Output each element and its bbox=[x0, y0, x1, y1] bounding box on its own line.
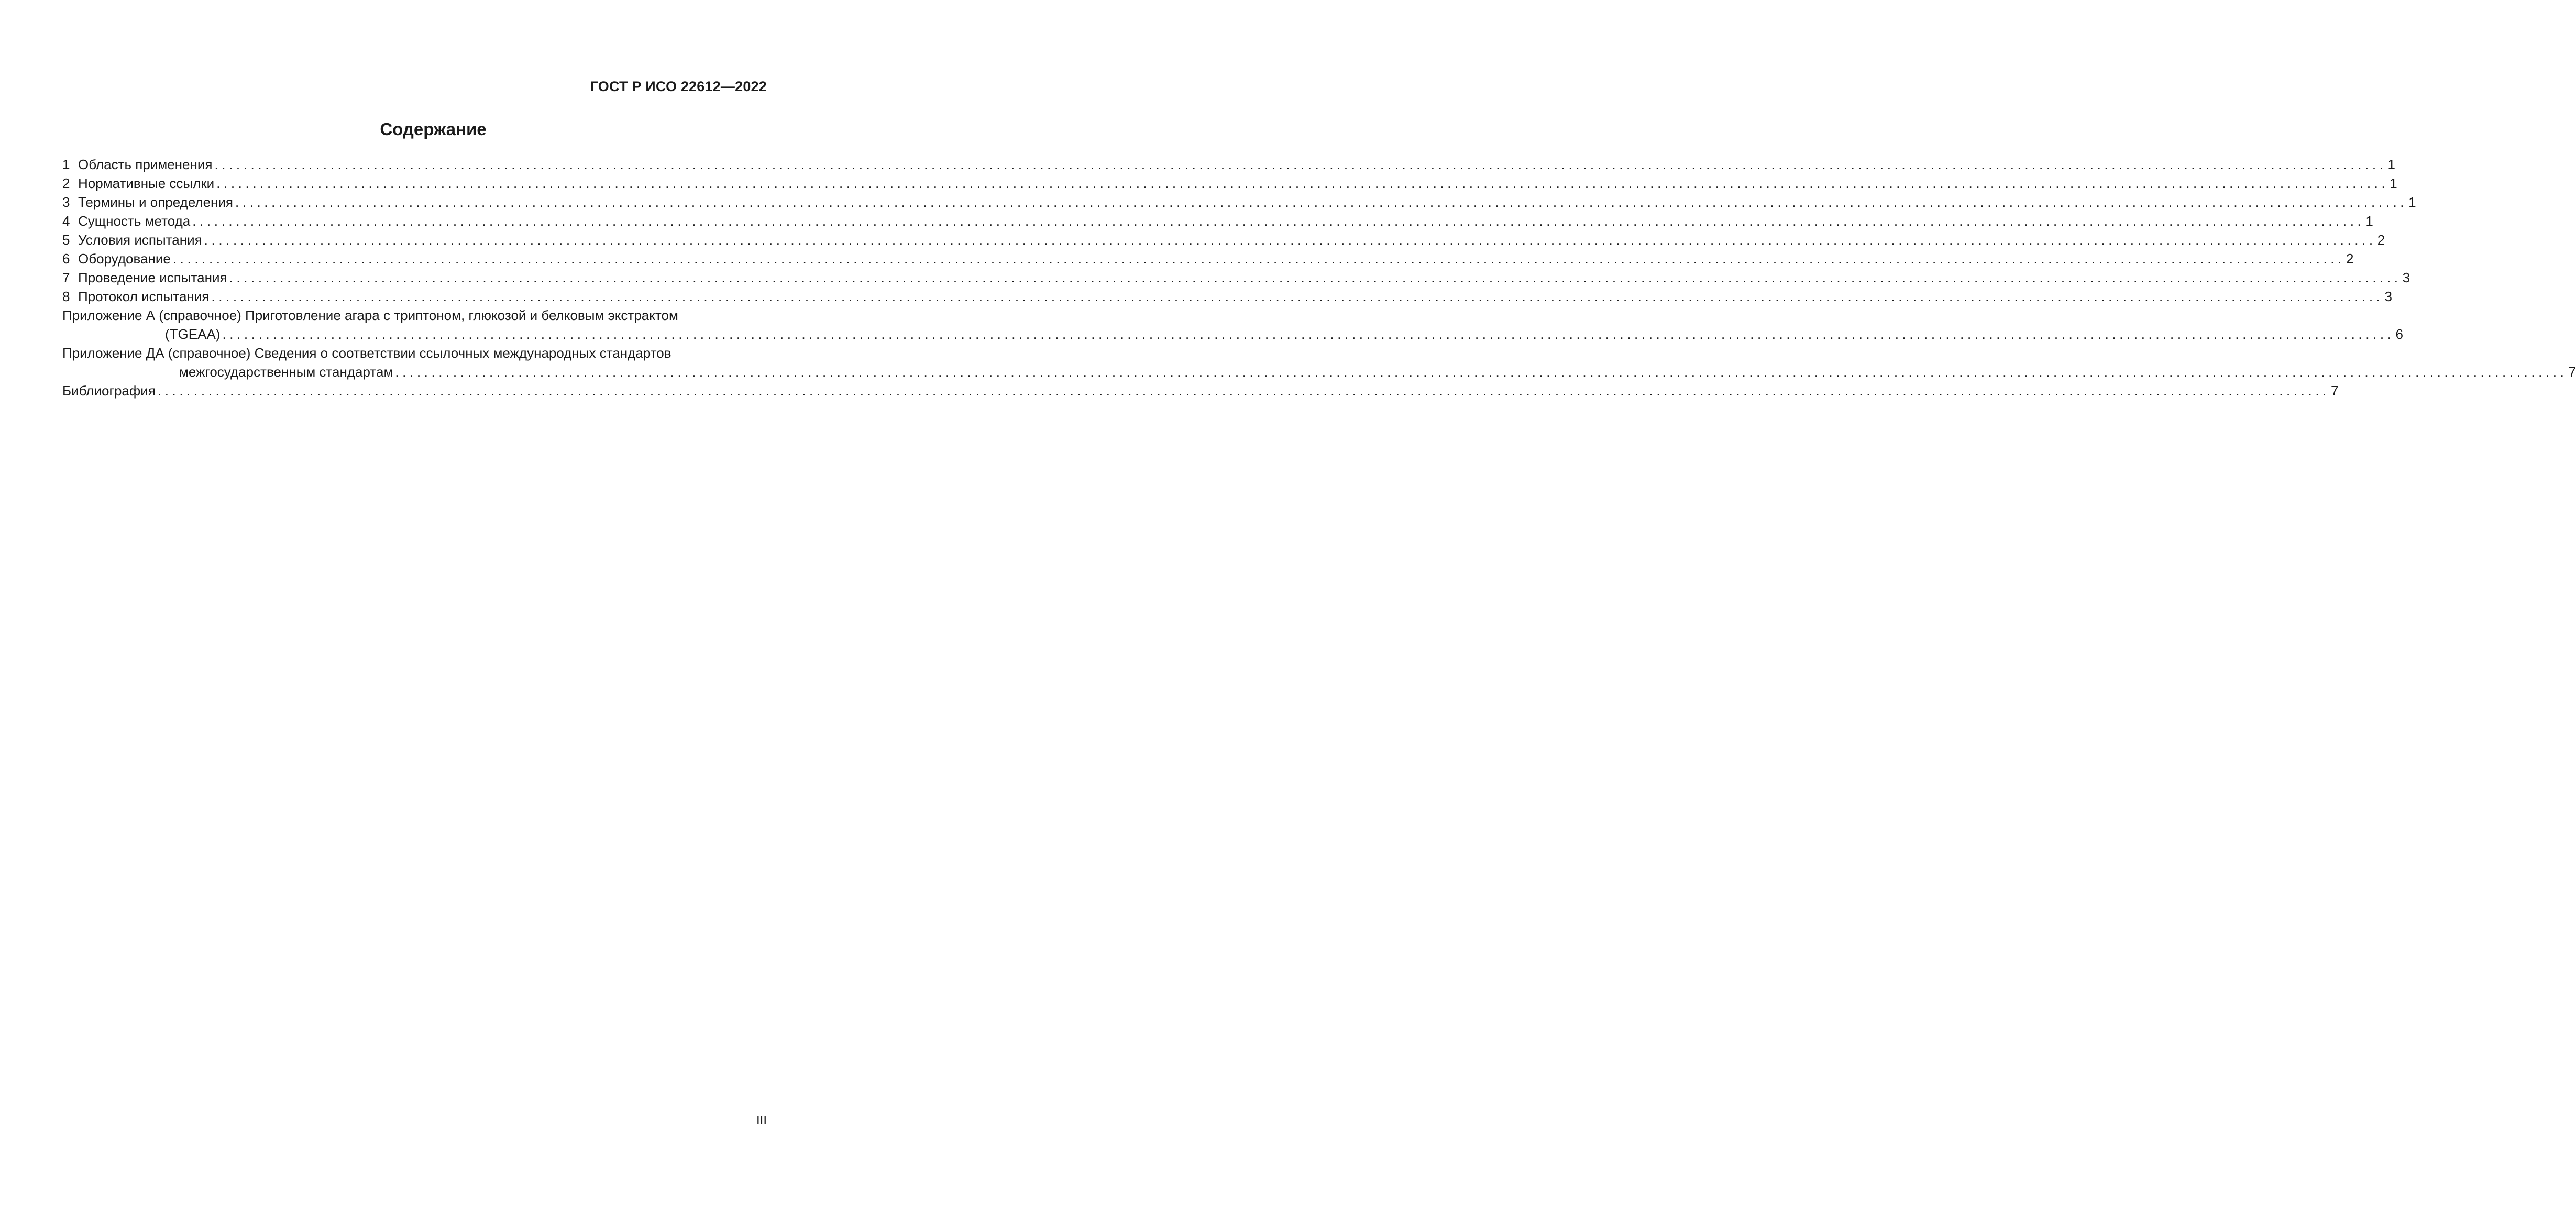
toc-annex-da-page: 7 bbox=[2568, 364, 2576, 380]
toc-item-page: 1 bbox=[2390, 175, 2397, 191]
toc-annex-da-label-cont: межгосударственным стандартам bbox=[179, 364, 393, 380]
dot-leader: ............................................................................................................................................................................................................................................................................................................ bbox=[157, 383, 2330, 399]
toc-annex-a-label: Приложение А (справочное) Приготовление агара с триптоном, глюкозой и белковым экстрактом bbox=[62, 307, 678, 323]
toc-item-page: 1 bbox=[2387, 157, 2395, 172]
dot-leader: ............................................................................................................................................................................................................................................................................................................ bbox=[222, 326, 2395, 342]
toc-item[interactable] bbox=[62, 155, 2395, 174]
toc-item-page: 3 bbox=[2402, 270, 2410, 285]
toc-annex-da-continuation[interactable] bbox=[62, 362, 2576, 381]
toc-annex-a-title[interactable] bbox=[62, 306, 767, 325]
toc-item[interactable] bbox=[62, 193, 2416, 212]
toc-annex-da-label: Приложение ДА (справочное) Сведения о соответствии ссылочных международных стандартов bbox=[62, 345, 671, 361]
dot-leader: ............................................................................................................................................................................................................................................................................................................ bbox=[204, 232, 2376, 248]
toc-item-label: Условия испытания bbox=[78, 232, 202, 248]
dot-leader: ............................................................................................................................................................................................................................................................................................................ bbox=[214, 157, 2387, 172]
toc-item-number: 3 bbox=[62, 194, 70, 210]
toc-item-page: 3 bbox=[2384, 289, 2392, 304]
toc-item-number: 6 bbox=[62, 251, 70, 267]
dot-leader: ............................................................................................................................................................................................................................................................................................................ bbox=[229, 270, 2402, 285]
dot-leader: ............................................................................................................................................................................................................................................................................................................ bbox=[235, 194, 2408, 210]
table-of-contents bbox=[62, 155, 2576, 400]
toc-item-number: 1 bbox=[62, 157, 70, 172]
dot-leader: ............................................................................................................................................................................................................................................................................................................ bbox=[216, 175, 2389, 191]
toc-item[interactable] bbox=[62, 212, 2373, 230]
toc-item[interactable] bbox=[62, 174, 2397, 193]
toc-item[interactable] bbox=[62, 230, 2385, 249]
toc-item-page: 1 bbox=[2408, 194, 2416, 210]
toc-item-number: 8 bbox=[62, 289, 70, 304]
toc-item-number: 7 bbox=[62, 270, 70, 285]
toc-item-label: Нормативные ссылки bbox=[78, 175, 215, 191]
dot-leader: ............................................................................................................................................................................................................................................................................................................ bbox=[395, 364, 2568, 380]
dot-leader: ............................................................................................................................................................................................................................................................................................................ bbox=[172, 251, 2345, 267]
page-number: III bbox=[756, 1113, 767, 1128]
toc-bibliography-page: 7 bbox=[2330, 383, 2339, 399]
toc-annex-a-page: 6 bbox=[2395, 326, 2404, 342]
toc-item-label: Термины и определения bbox=[78, 194, 234, 210]
toc-item-page: 2 bbox=[2377, 232, 2385, 248]
toc-bibliography-label: Библиография bbox=[62, 383, 156, 399]
toc-item-page: 1 bbox=[2365, 213, 2373, 229]
dot-leader: ............................................................................................................................................................................................................................................................................................................ bbox=[192, 213, 2365, 229]
dot-leader: ............................................................................................................................................................................................................................................................................................................ bbox=[211, 289, 2384, 304]
toc-item-page: 2 bbox=[2346, 251, 2354, 267]
toc-annex-a-label-cont: (TGEAA) bbox=[165, 326, 221, 342]
toc-item-number: 2 bbox=[62, 175, 70, 191]
toc-item[interactable] bbox=[62, 268, 2410, 287]
toc-item[interactable] bbox=[62, 249, 2354, 268]
toc-bibliography[interactable] bbox=[62, 381, 2339, 400]
toc-item-label: Сущность метода bbox=[78, 213, 191, 229]
document-code: ГОСТ Р ИСО 22612—2022 bbox=[590, 79, 767, 94]
toc-annex-da-title[interactable] bbox=[62, 344, 767, 362]
toc-item-label: Проведение испытания bbox=[78, 270, 227, 285]
toc-annex-a-continuation[interactable] bbox=[62, 325, 2404, 344]
toc-item-label: Оборудование bbox=[78, 251, 171, 267]
toc-item[interactable] bbox=[62, 287, 2392, 306]
toc-item-label: Протокол испытания bbox=[78, 289, 210, 304]
toc-title: Содержание bbox=[380, 119, 487, 139]
toc-item-number: 4 bbox=[62, 213, 70, 229]
toc-item-number: 5 bbox=[62, 232, 70, 248]
toc-item-label: Область применения bbox=[78, 157, 213, 172]
